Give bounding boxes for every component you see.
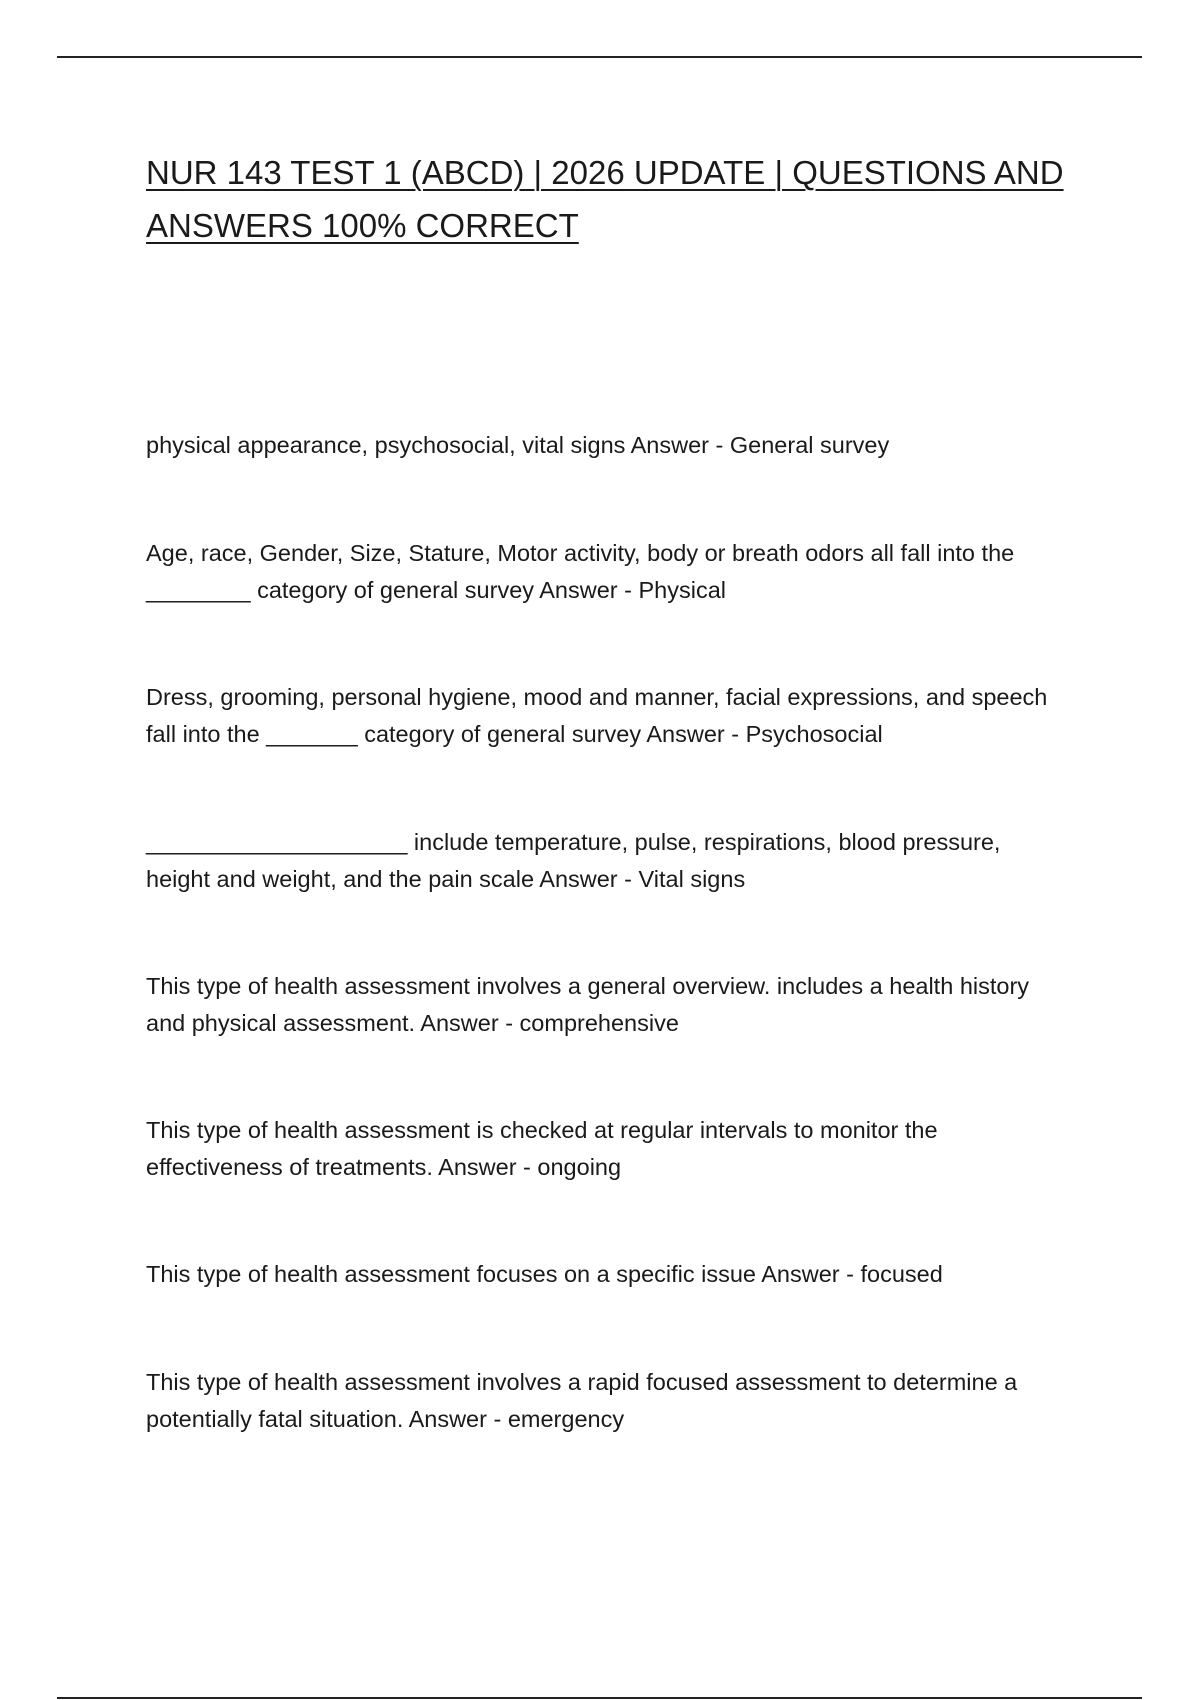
qa-item: This type of health assessment is checked at regular intervals to monitor the effectiveness of treatments. Answer - ongoing: [146, 1117, 938, 1180]
qa-item: ____________________ include temperature, pulse, respirations, blood pressure, height and weight, and the pain scale Answer - Vital signs: [146, 829, 1001, 892]
qa-item: physical appearance, psychosocial, vital signs Answer - General survey: [146, 432, 890, 458]
qa-item: This type of health assessment involves a rapid focused assessment to determine a potentially fatal situation. Answer - emergency: [146, 1369, 1018, 1432]
bottom-rule: [57, 1697, 1142, 1699]
document-title: NUR 143 TEST 1 (ABCD) | 2026 UPDATE | QUESTIONS AND ANSWERS 100% CORRECT: [146, 154, 1064, 244]
top-rule: [57, 56, 1142, 58]
qa-item: This type of health assessment focuses on a specific issue Answer - focused: [146, 1261, 943, 1287]
qa-item: Age, race, Gender, Size, Stature, Motor activity, body or breath odors all fall into the ________ category of general survey Answer - Physical: [146, 540, 1015, 603]
qa-item: Dress, grooming, personal hygiene, mood and manner, facial expressions, and speech fall into the _______ category of general survey Answer - Psychosocial: [146, 684, 1048, 747]
qa-item: This type of health assessment involves a general overview. includes a health history and physical assessment. Answer - comprehensive: [146, 973, 1030, 1036]
